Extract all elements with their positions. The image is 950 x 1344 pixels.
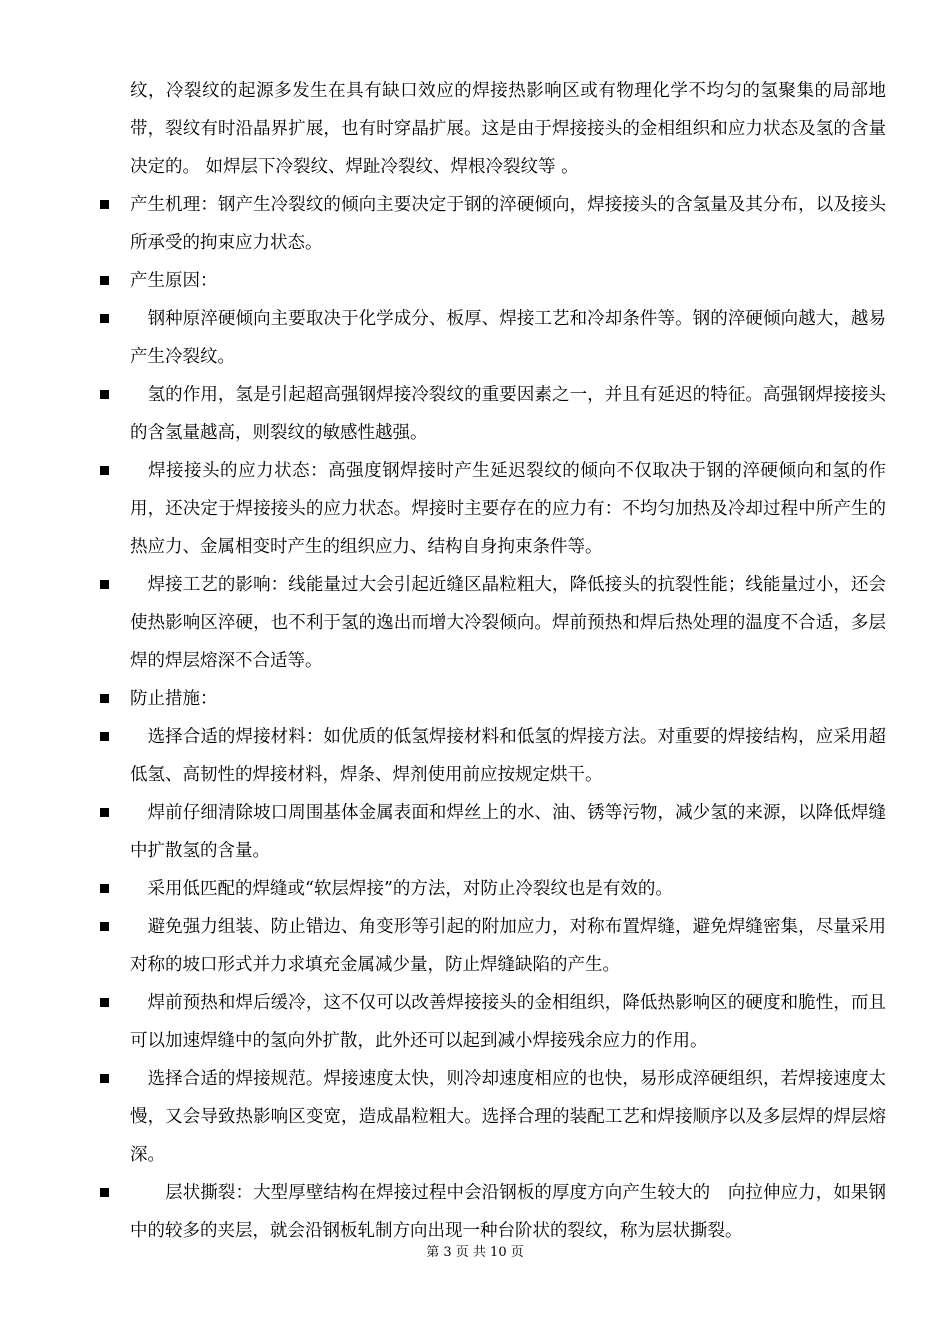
list-item-text: 层状撕裂：大型厚壁结构在焊接过程中会沿钢板的厚度方向产生较大的 向拉伸应力，如果钢中的较多的夹层，就会沿钢板轧制方向出现一种台阶状的裂纹，称为层状撕裂。 bbox=[130, 1183, 886, 1241]
list-item-text: 防止措施： bbox=[130, 689, 218, 709]
square-bullet-icon bbox=[100, 276, 109, 285]
list-item-text: 产生机理：钢产生冷裂纹的倾向主要决定于钢的淬硬倾向，焊接接头的含氢量及其分布，以及接头所承受的拘束应力状态。 bbox=[130, 195, 886, 253]
list-item-text: 焊接接头的应力状态：高强度钢焊接时产生延迟裂纹的倾向不仅取决于钢的淬硬倾向和氢的作用，还决定于焊接接头的应力状态。焊接时主要存在的应力有：不均匀加热及冷却过程中所产生的热应力、金属相变时产生的组织应力、结构自身拘束条件等。 bbox=[130, 461, 886, 557]
list-item-mechanism bbox=[96, 186, 886, 262]
square-bullet-icon bbox=[100, 694, 109, 703]
square-bullet-icon bbox=[100, 732, 109, 741]
list-item-process-influence bbox=[96, 566, 886, 680]
square-bullet-icon bbox=[100, 884, 109, 893]
page-content bbox=[96, 72, 886, 1250]
list-item-assembly bbox=[96, 908, 886, 984]
list-item-text: 选择合适的焊接材料：如优质的低氢焊接材料和低氢的焊接方法。对重要的焊接结构，应采用超低氢、高韧性的焊接材料，焊条、焊剂使用前应按规定烘干。 bbox=[130, 727, 886, 785]
list-item-soft-layer bbox=[96, 870, 886, 908]
list-item-text: 钢种原淬硬倾向主要取决于化学成分、板厚、焊接工艺和冷却条件等。钢的淬硬倾向越大，越易产生冷裂纹。 bbox=[130, 309, 886, 367]
list-item-preheat bbox=[96, 984, 886, 1060]
square-bullet-icon bbox=[100, 200, 109, 209]
list-item-text: 焊接工艺的影响：线能量过大会引起近缝区晶粒粗大，降低接头的抗裂性能；线能量过小，还会使热影响区淬硬，也不利于氢的逸出而增大冷裂倾向。焊前预热和焊后热处理的温度不合适，多层焊的焊层熔深不合适等。 bbox=[130, 575, 886, 671]
square-bullet-icon bbox=[100, 580, 109, 589]
list-item-hardening bbox=[96, 300, 886, 376]
list-item-parameters bbox=[96, 1060, 886, 1174]
square-bullet-icon bbox=[100, 1188, 109, 1197]
list-item-text: 采用低匹配的焊缝或“软层焊接”的方法，对防止冷裂纹也是有效的。 bbox=[130, 879, 673, 899]
square-bullet-icon bbox=[100, 466, 109, 475]
square-bullet-icon bbox=[100, 1074, 109, 1083]
list-item-text: 氢的作用，氢是引起超高强钢焊接冷裂纹的重要因素之一，并且有延迟的特征。高强钢焊接接头的含氢量越高，则裂纹的敏感性越强。 bbox=[130, 385, 886, 443]
intro-paragraph: 纹，冷裂纹的起源多发生在具有缺口效应的焊接热影响区或有物理化学不均匀的氢聚集的局部地带，裂纹有时沿晶界扩展，也有时穿晶扩展。这是由于焊接接头的金相组织和应力状态及氢的含量决定的。 如焊层下冷裂纹、焊趾冷裂纹、焊根冷裂纹等 。 bbox=[130, 81, 886, 177]
list-item-prevention-heading bbox=[96, 680, 886, 718]
list-item-text: 选择合适的焊接规范。焊接速度太快，则冷却速度相应的也快，易形成淬硬组织，若焊接速度太慢，又会导致热影响区变宽，造成晶粒粗大。选择合理的装配工艺和焊接顺序以及多层焊的焊层熔深。 bbox=[130, 1069, 886, 1165]
list-item-text: 焊前仔细清除坡口周围基体金属表面和焊丝上的水、油、锈等污物，减少氢的来源，以降低焊缝中扩散氢的含量。 bbox=[130, 803, 886, 861]
square-bullet-icon bbox=[100, 390, 109, 399]
page-footer: 第 3 页 共 10 页 bbox=[426, 1245, 524, 1260]
list-item-text: 焊前预热和焊后缓冷，这不仅可以改善焊接接头的金相组织，降低热影响区的硬度和脆性，而且可以加速焊缝中的氢向外扩散，此外还可以起到减小焊接残余应力的作用。 bbox=[130, 993, 886, 1051]
square-bullet-icon bbox=[100, 808, 109, 817]
list-item-text: 避免强力组装、防止错边、角变形等引起的附加应力，对称布置焊缝，避免焊缝密集，尽量采用对称的坡口形式并力求填充金属减少量，防止焊缝缺陷的产生。 bbox=[130, 917, 886, 975]
list-item-cleaning bbox=[96, 794, 886, 870]
square-bullet-icon bbox=[100, 922, 109, 931]
list-item-materials bbox=[96, 718, 886, 794]
list-item-lamellar-tearing bbox=[96, 1174, 886, 1250]
square-bullet-icon bbox=[100, 998, 109, 1007]
list-item-stress-state bbox=[96, 452, 886, 566]
list-item-text: 产生原因： bbox=[130, 271, 218, 291]
list-item-hydrogen bbox=[96, 376, 886, 452]
square-bullet-icon bbox=[100, 314, 109, 323]
list-item-causes-heading bbox=[96, 262, 886, 300]
